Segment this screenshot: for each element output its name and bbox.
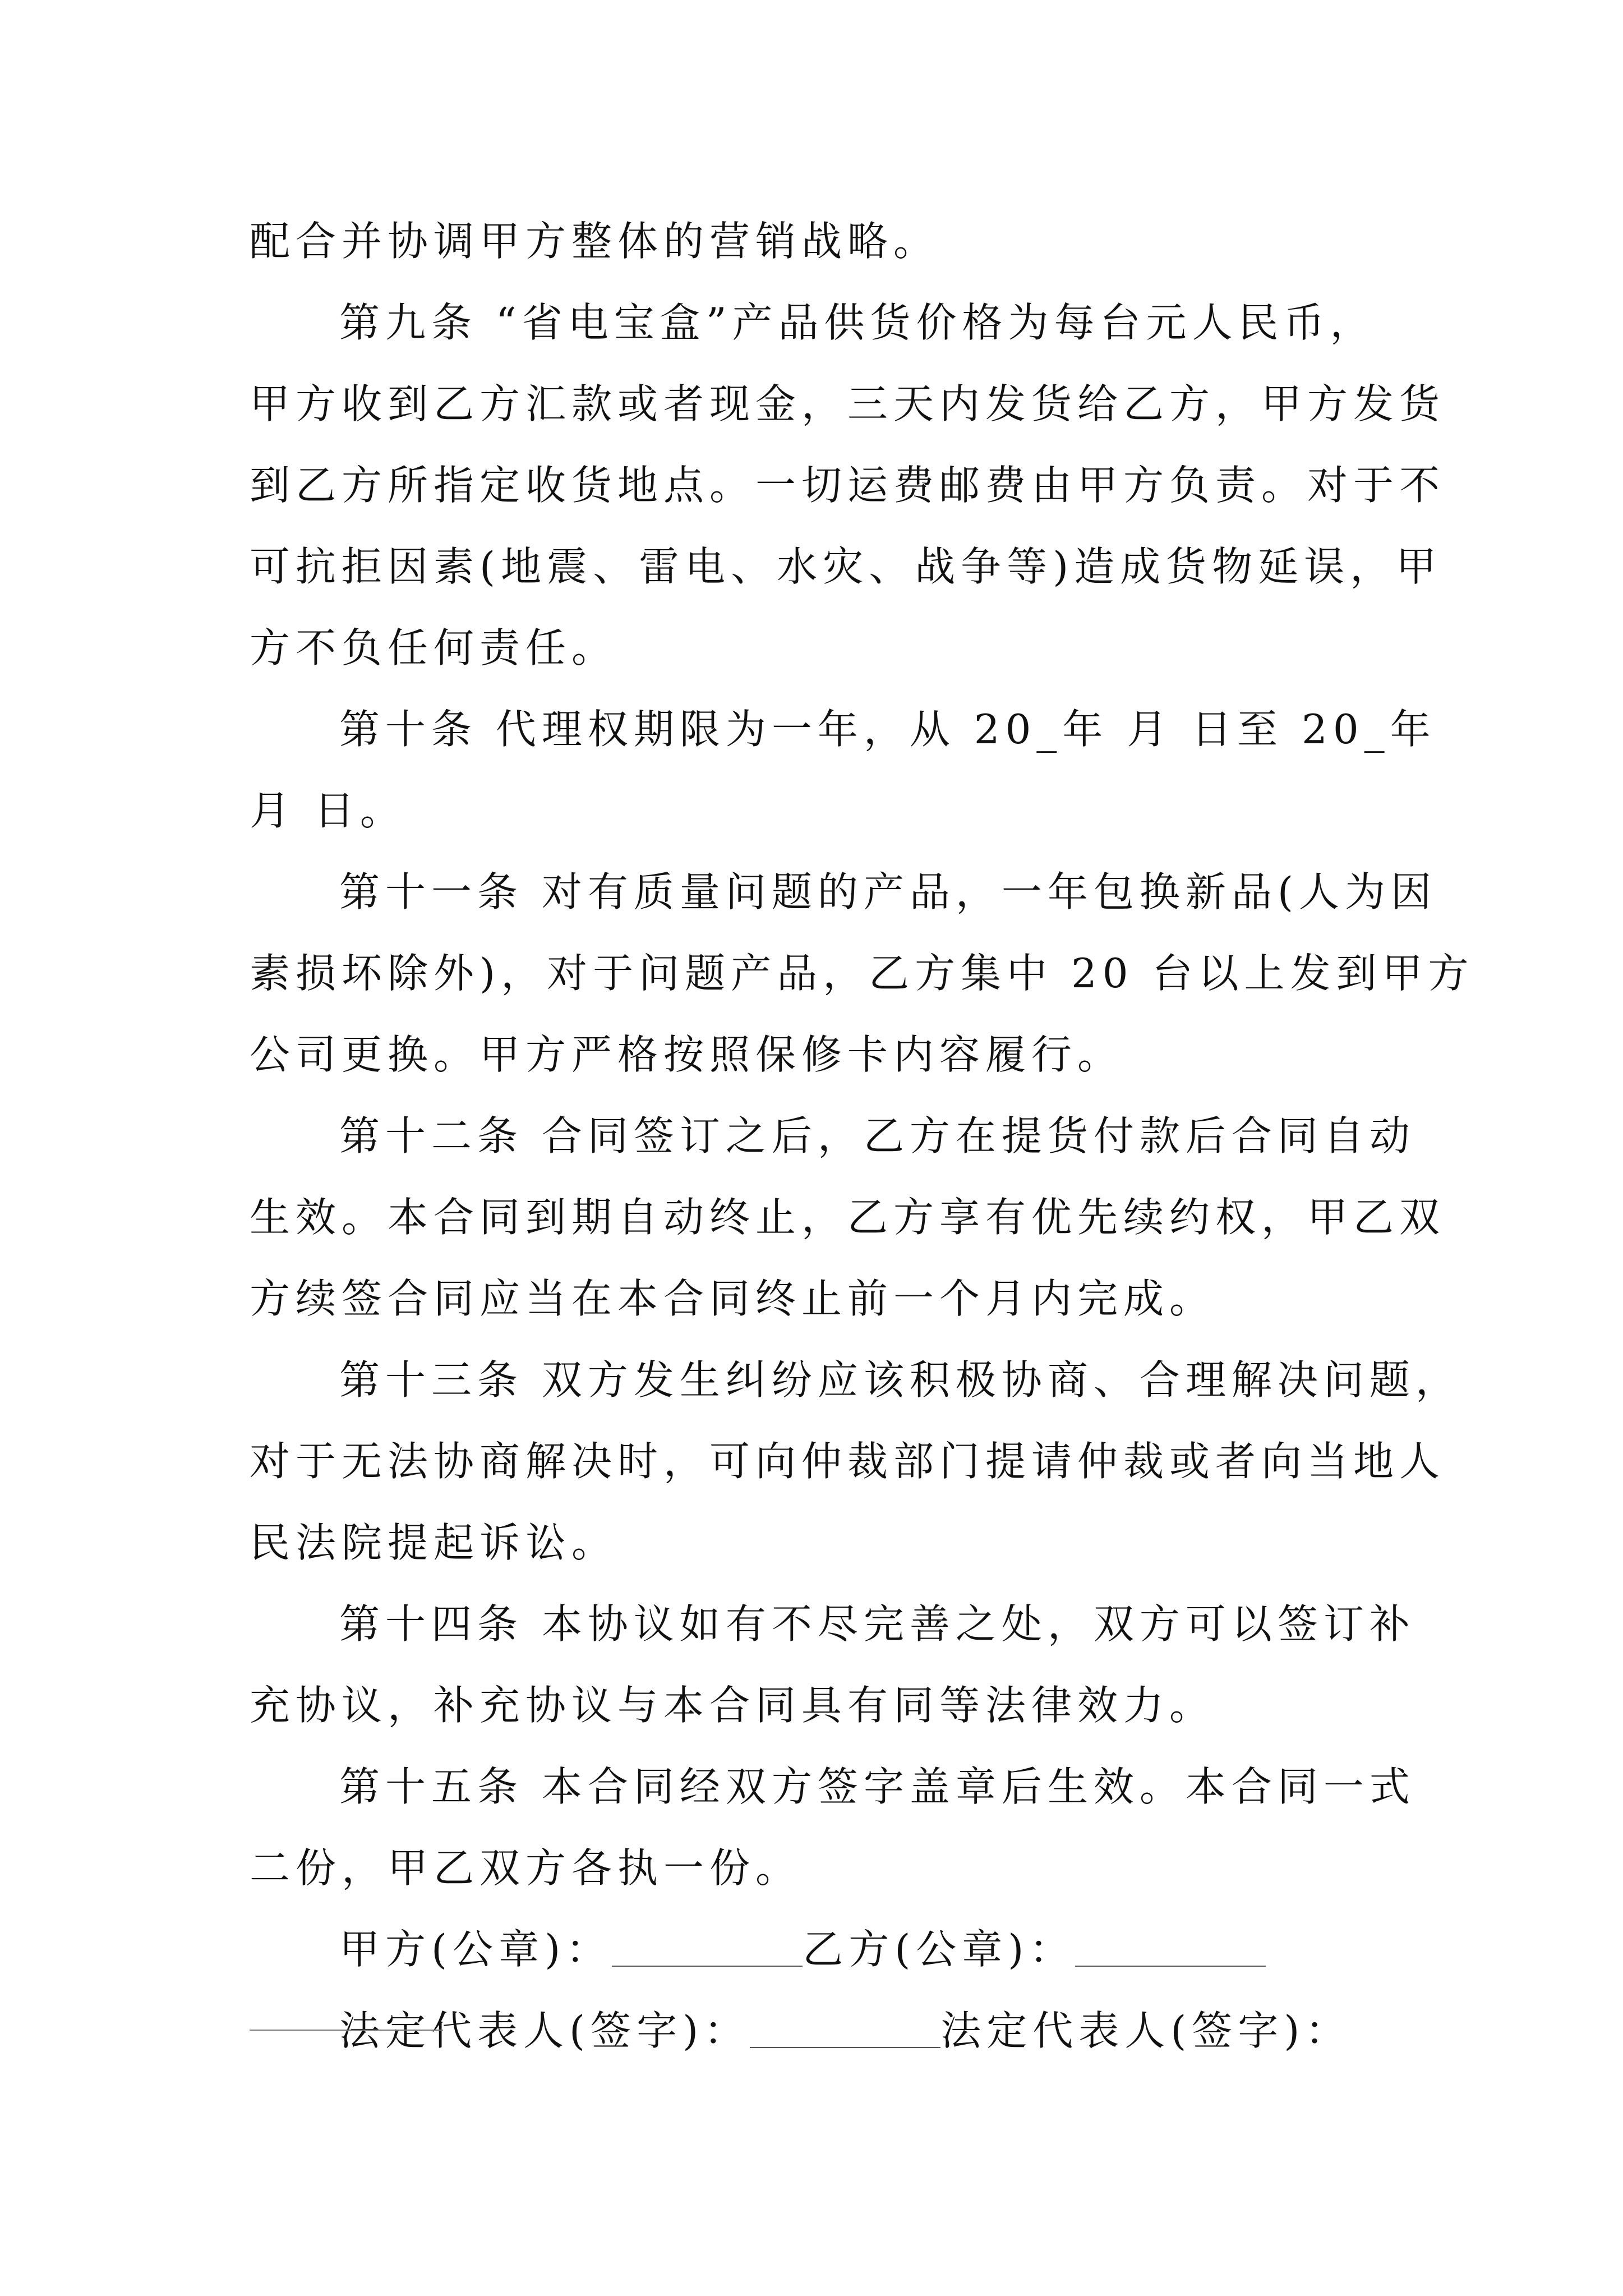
text-line: 素损坏除外)，对于问题产品，乙方集中 20 台以上发到甲方 <box>250 950 1474 997</box>
article-13-line: 第十三条 双方发生纠纷应该积极协商、合理解决问题， <box>339 1356 1461 1404</box>
party-b-seal-blank <box>1075 1966 1266 1967</box>
text-line: 充协议，补充协议与本合同具有同等法律效力。 <box>250 1682 1216 1729</box>
article-9-line: 第九条 “省电宝盒”产品供货价格为每台元人民币， <box>339 299 1376 346</box>
article-10-line: 第十条 代理权期限为一年，从 20_年 月 日至 20_年 <box>339 706 1436 753</box>
text-line: 月 日。 <box>250 787 406 834</box>
signature-rep-row <box>250 1990 1394 2072</box>
party-a-seal-label: 甲方(公章)： <box>339 1926 612 1973</box>
text-line: 方续签合同应当在本合同终止前一个月内完成。 <box>250 1275 1216 1322</box>
text-line: 生效。本合同到期自动终止，乙方享有优先续约权，甲乙双 <box>250 1194 1446 1241</box>
text-line: 可抗拒因素(地震、雷电、水灾、战争等)造成货物延误，甲 <box>250 543 1442 590</box>
article-15-line: 第十五条 本合同经双方签字盖章后生效。本合同一式 <box>339 1763 1415 1810</box>
text-line: 方不负任何责任。 <box>250 624 618 671</box>
text-line: 公司更换。甲方严格按照保修卡内容履行。 <box>250 1031 1124 1078</box>
party-a-rep-label: 法定代表人(签字)： <box>339 2007 750 2054</box>
contract-body <box>250 201 1474 2072</box>
footnote-divider <box>250 2030 443 2031</box>
party-a-rep-blank <box>750 2047 940 2048</box>
party-b-rep-label: 法定代表人(签字)： <box>940 2007 1352 2054</box>
text-line: 民法院提起诉讼。 <box>250 1519 618 1566</box>
text-line: 到乙方所指定收货地点。一切运费邮费由甲方负责。对于不 <box>250 462 1446 509</box>
text-line: 二份，甲乙双方各执一份。 <box>250 1844 802 1892</box>
party-a-seal-blank <box>612 1966 803 1967</box>
signature-seal-row <box>250 1909 1394 1990</box>
text-line: 配合并协调甲方整体的营销战略。 <box>250 218 940 265</box>
text-line: 甲方收到乙方汇款或者现金，三天内发货给乙方，甲方发货 <box>250 380 1446 427</box>
party-b-seal-label: 乙方(公章)： <box>803 1926 1076 1973</box>
article-11-line: 第十一条 对有质量问题的产品，一年包换新品(人为因 <box>339 868 1437 915</box>
article-14-line: 第十四条 本协议如有不尽完善之处，双方可以签订补 <box>339 1600 1415 1648</box>
text-line: 对于无法协商解决时，可向仲裁部门提请仲裁或者向当地人 <box>250 1438 1446 1485</box>
article-12-line: 第十二条 合同签订之后，乙方在提货付款后合同自动 <box>339 1112 1415 1159</box>
